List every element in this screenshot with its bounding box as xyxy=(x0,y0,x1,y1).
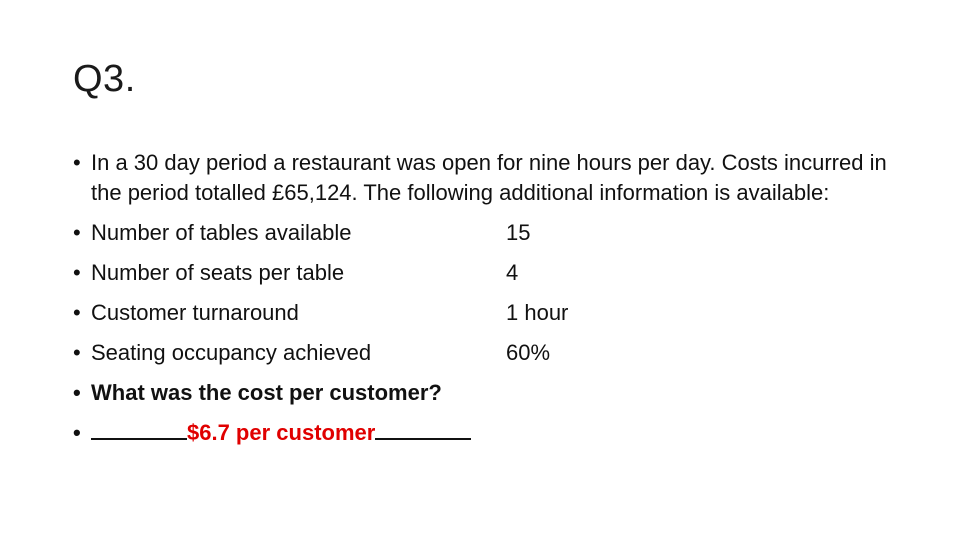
info-label: Number of seats per table xyxy=(91,260,345,285)
info-value: 1 hour xyxy=(506,300,569,325)
bullet-dot: • xyxy=(73,220,81,245)
answer-bullet xyxy=(73,418,913,448)
info-label: Seating occupancy achieved xyxy=(91,340,372,365)
info-value: 4 xyxy=(506,260,519,285)
bullet-list xyxy=(73,148,913,448)
question-bullet xyxy=(73,378,913,408)
info-label: Number of tables available xyxy=(91,220,352,245)
intro-bullet xyxy=(73,148,913,208)
info-row-seats xyxy=(73,258,913,288)
bullet-dot: • xyxy=(73,260,81,285)
bullet-dot: • xyxy=(73,150,81,175)
info-row-occupancy xyxy=(73,338,913,368)
slide-title: Q3. xyxy=(73,58,136,100)
info-row-turnaround xyxy=(73,298,913,328)
intro-text: In a 30 day period a restaurant was open for nine hours per day. Costs incurred in the period totalled £65,124. The following additional information is available: xyxy=(91,150,887,205)
bullet-dot: • xyxy=(73,340,81,365)
question-text: What was the cost per customer? xyxy=(91,380,442,405)
bullet-dot: • xyxy=(73,300,81,325)
info-row-tables xyxy=(73,218,913,248)
info-label: Customer turnaround xyxy=(91,300,299,325)
answer-text: $6.7 per customer xyxy=(187,420,376,445)
answer-blank-right xyxy=(375,418,471,440)
info-value: 60% xyxy=(506,340,551,365)
bullet-dot: • xyxy=(73,420,81,445)
info-value: 15 xyxy=(506,220,531,245)
answer-blank-left xyxy=(91,418,187,440)
bullet-dot: • xyxy=(73,380,81,405)
